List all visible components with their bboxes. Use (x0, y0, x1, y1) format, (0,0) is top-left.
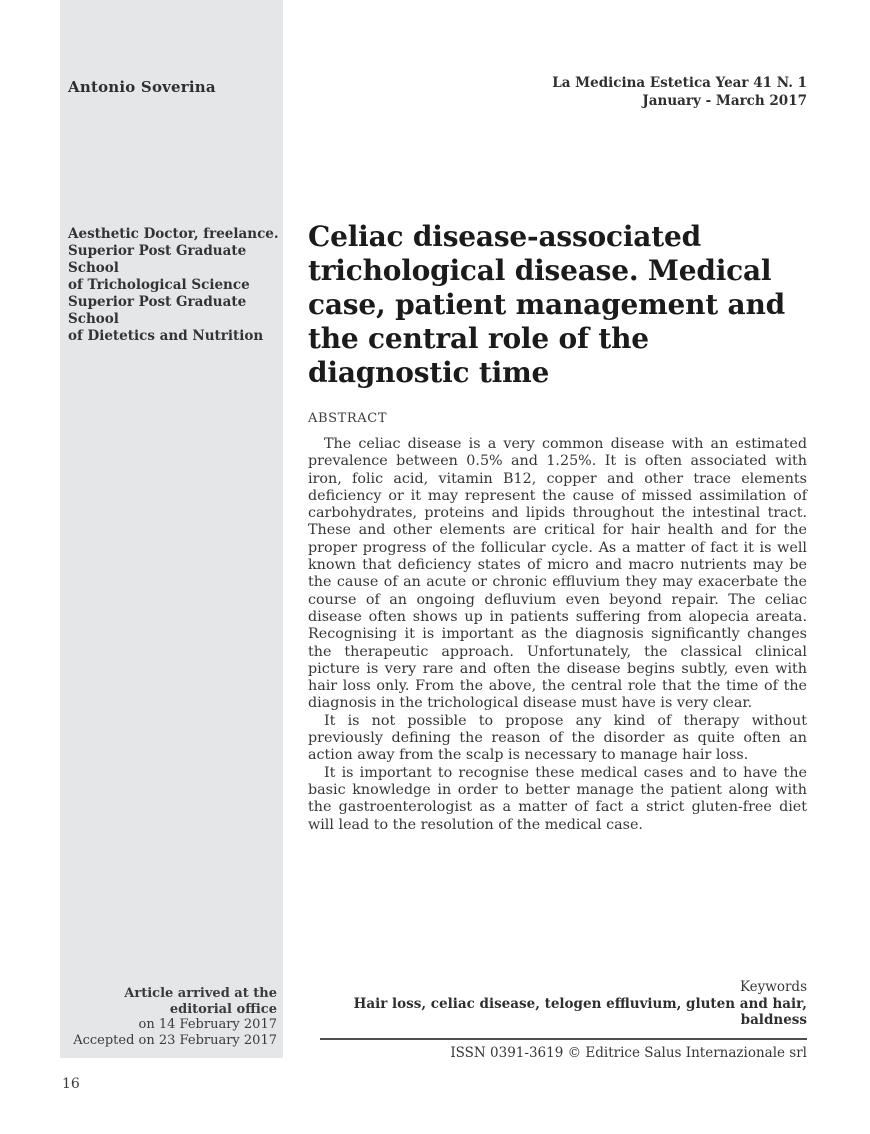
arrived-date: on 14 February 2017 (138, 1017, 277, 1032)
affiliation-line: Superior Post Graduate School (68, 243, 247, 276)
journal-issue: La Medicina Estetica Year 41 N. 1 (552, 75, 807, 91)
author-name: Antonio Soverina (68, 78, 216, 96)
footer-divider (320, 1038, 807, 1040)
abstract-paragraph: It is not possible to propose any kind of therapy without previously defining the reason of the disorder as quite often an action away from the scalp is necessary to manage hair loss. (308, 712, 807, 764)
abstract-text (308, 436, 807, 834)
page-number: 16 (62, 1076, 80, 1092)
journal-date: January - March 2017 (642, 92, 807, 109)
author-affiliation (68, 226, 280, 345)
affiliation-line: Superior Post Graduate School (68, 294, 247, 327)
affiliation-line: of Dietetics and Nutrition (68, 328, 264, 344)
article-column (308, 0, 807, 1134)
affiliation-line: of Trichological Science (68, 277, 250, 293)
abstract-paragraph: It is important to recognise these medical cases and to have the basic knowledge in order to better manage the patient along with the gastroenterologist as a matter of fact a strict gluten-free diet will lead to the resolution of the medical case. (308, 764, 807, 833)
issn-line: ISSN 0391-3619 © Editrice Salus Internazionale srl (450, 1044, 807, 1061)
article-title: Celiac disease-associated trichological disease. Medical case, patient management and the central role of the diagnostic time (308, 220, 786, 389)
submission-dates (63, 986, 277, 1048)
left-sidebar (60, 0, 283, 1058)
affiliation-line: Aesthetic Doctor, freelance. (68, 226, 279, 242)
accepted-date: Accepted on 23 February 2017 (73, 1032, 277, 1048)
footer-block (308, 979, 807, 1061)
keywords-list: Hair loss, celiac disease, telogen effluvium, gluten and hair, baldness (353, 995, 807, 1028)
abstract-heading: ABSTRACT (308, 411, 388, 426)
abstract-paragraph: The celiac disease is a very common disease with an estimated prevalence between 0.5% and 1.25%. It is often associated with iron, folic acid, vitamin B12, copper and other trace elements deficiency or it may represent the cause of missed assimilation of carbohydrates, proteins and lipids throughout the intestinal tract. These and other elements are critical for hair health and for the proper progress of the follicular cycle. As a matter of fact it is well known that deficiency states of micro and macro nutrients may be the cause of an acute or chronic effluvium they may exacerbate the course of an ongoing defluvium even beyond repair. The celiac disease often shows up in patients suffering from alopecia areata. Recognising it is important as the diagnosis significantly changes the therapeutic approach. Unfortunately, the classical clinical picture is very rare and often the disease begins subtly, even with hair loss only. From the above, the central role that the time of the diagnosis in the trichological disease must have is very clear. (308, 436, 807, 712)
keywords-label: Keywords (739, 979, 807, 995)
arrived-line: Article arrived at the editorial office (124, 986, 277, 1017)
